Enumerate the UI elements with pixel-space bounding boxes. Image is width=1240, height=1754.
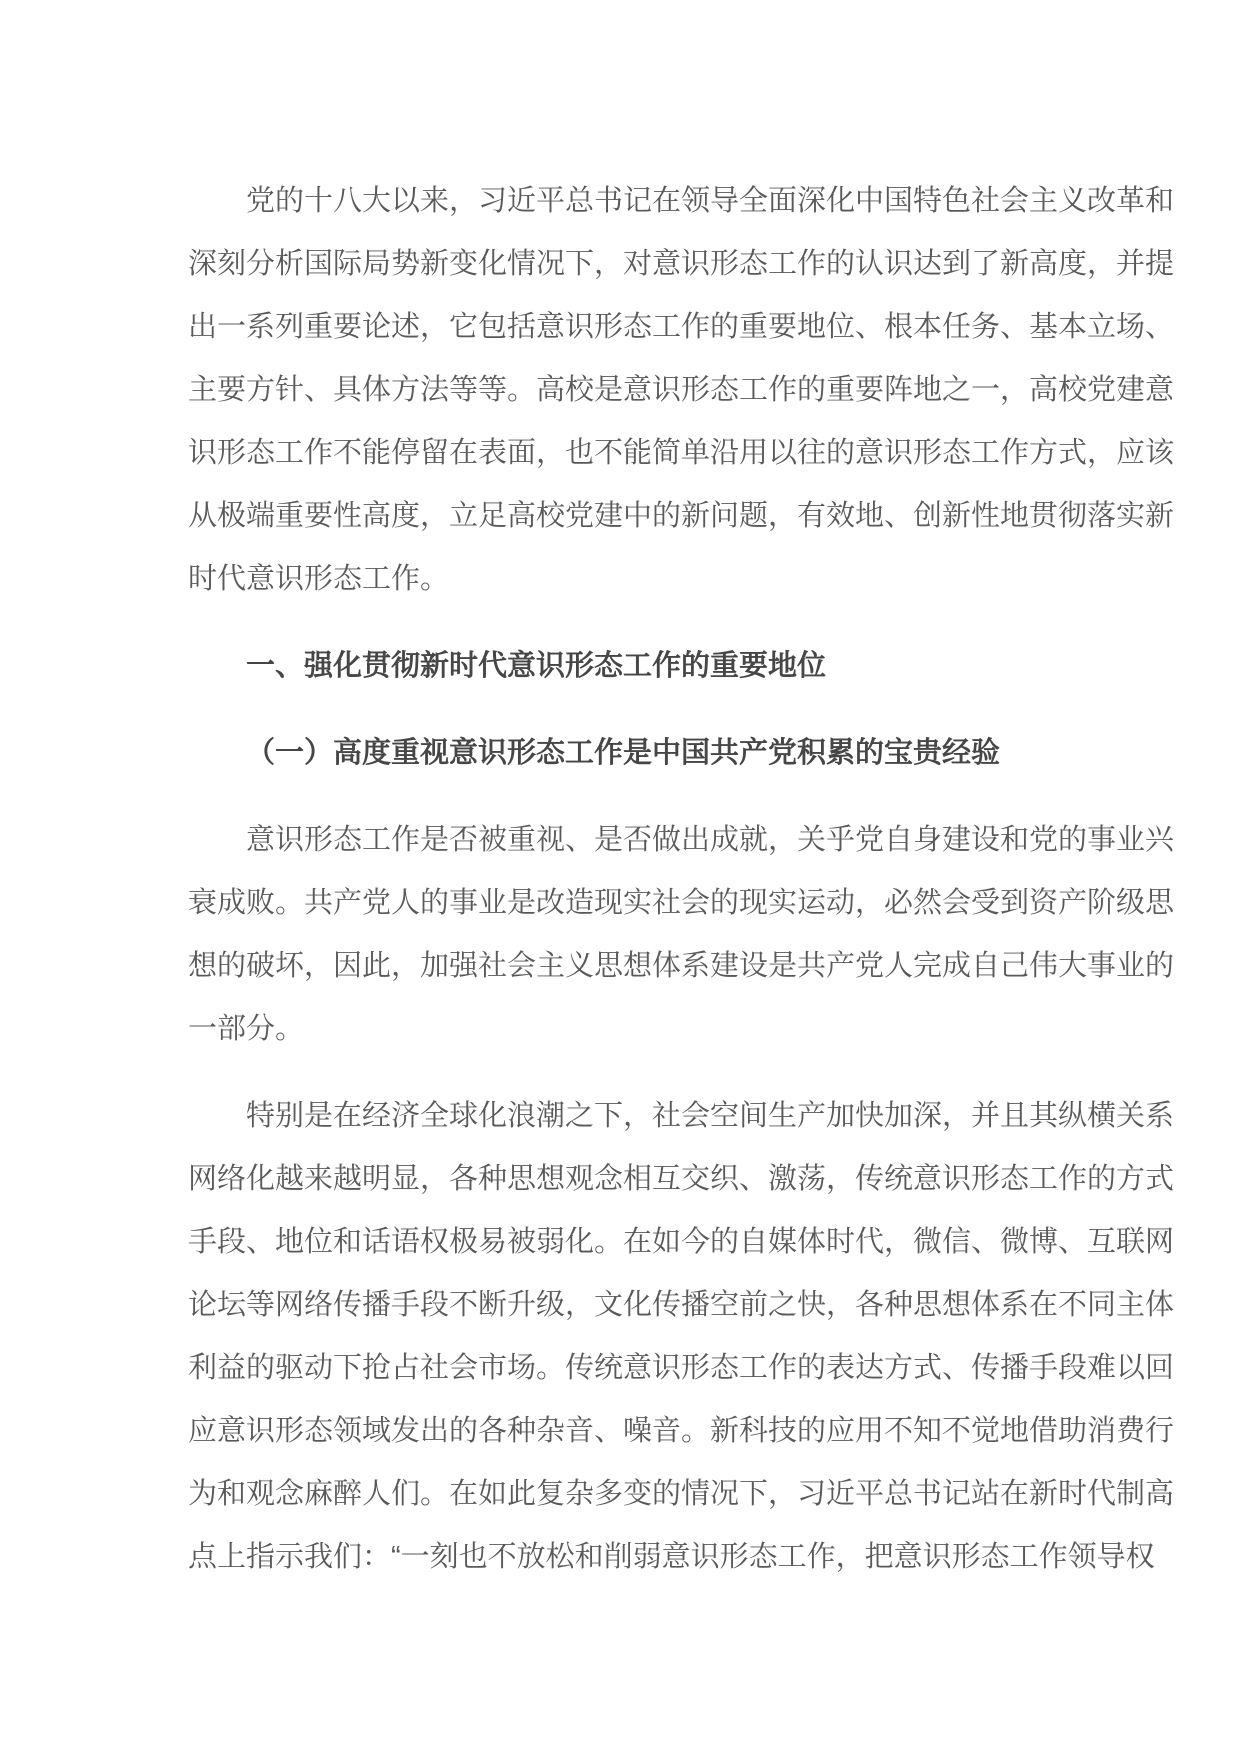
text-line: 从极端重要性高度，立足高校党建中的新问题，有效地、创新性地贯彻落实新 xyxy=(188,500,1175,532)
paragraph-3 xyxy=(188,1085,1175,1589)
text-line: 想的破坏，因此，加强社会主义思想体系建设是共产党人完成自己伟大事业的 xyxy=(188,950,1175,982)
section-heading-1: 一、强化贯彻新时代意识形态工作的重要地位 xyxy=(246,650,827,682)
paragraph-1 xyxy=(188,170,1175,611)
text-line: 点上指示我们：“一刻也不放松和削弱意识形态工作，把意识形态工作领导权 xyxy=(188,1541,1155,1573)
text-line: 特别是在经济全球化浪潮之下，社会空间生产加快加深，并且其纵横关系 xyxy=(246,1100,1175,1132)
text-line: 利益的驱动下抢占社会市场。传统意识形态工作的表达方式、传播手段难以回 xyxy=(188,1352,1175,1384)
text-line: 主要方针、具体方法等等。高校是意识形态工作的重要阵地之一，高校党建意 xyxy=(188,374,1175,406)
text-line: 为和观念麻醉人们。在如此复杂多变的情况下，习近平总书记站在新时代制高 xyxy=(188,1478,1175,1510)
text-line: 论坛等网络传播手段不断升级，文化传播空前之快，各种思想体系在不同主体 xyxy=(188,1289,1175,1321)
text-line: 出一系列重要论述，它包括意识形态工作的重要地位、根本任务、基本立场、 xyxy=(188,311,1175,343)
paragraph-2 xyxy=(188,809,1175,1061)
text-line: 意识形态工作是否被重视、是否做出成就，关乎党自身建设和党的事业兴 xyxy=(246,824,1175,856)
text-line: 时代意识形态工作。 xyxy=(188,563,450,595)
text-line: 深刻分析国际局势新变化情况下，对意识形态工作的认识达到了新高度，并提 xyxy=(188,248,1175,280)
document-content xyxy=(188,170,1175,1589)
text-line: 应意识形态领域发出的各种杂音、噪音。新科技的应用不知不觉地借助消费行 xyxy=(188,1415,1175,1447)
text-line: 衰成败。共产党人的事业是改造现实社会的现实运动，必然会受到资产阶级思 xyxy=(188,887,1175,919)
subsection-heading-1-1: （一）高度重视意识形态工作是中国共产党积累的宝贵经验 xyxy=(246,737,1001,769)
text-line: 网络化越来越明显，各种思想观念相互交织、激荡，传统意识形态工作的方式 xyxy=(188,1163,1175,1195)
text-line: 手段、地位和话语权极易被弱化。在如今的自媒体时代，微信、微博、互联网 xyxy=(188,1226,1175,1258)
text-line: 党的十八大以来，习近平总书记在领导全面深化中国特色社会主义改革和 xyxy=(246,185,1175,217)
text-line: 一部分。 xyxy=(188,1013,305,1045)
text-line: 识形态工作不能停留在表面，也不能简单沿用以往的意识形态工作方式，应该 xyxy=(188,437,1175,469)
